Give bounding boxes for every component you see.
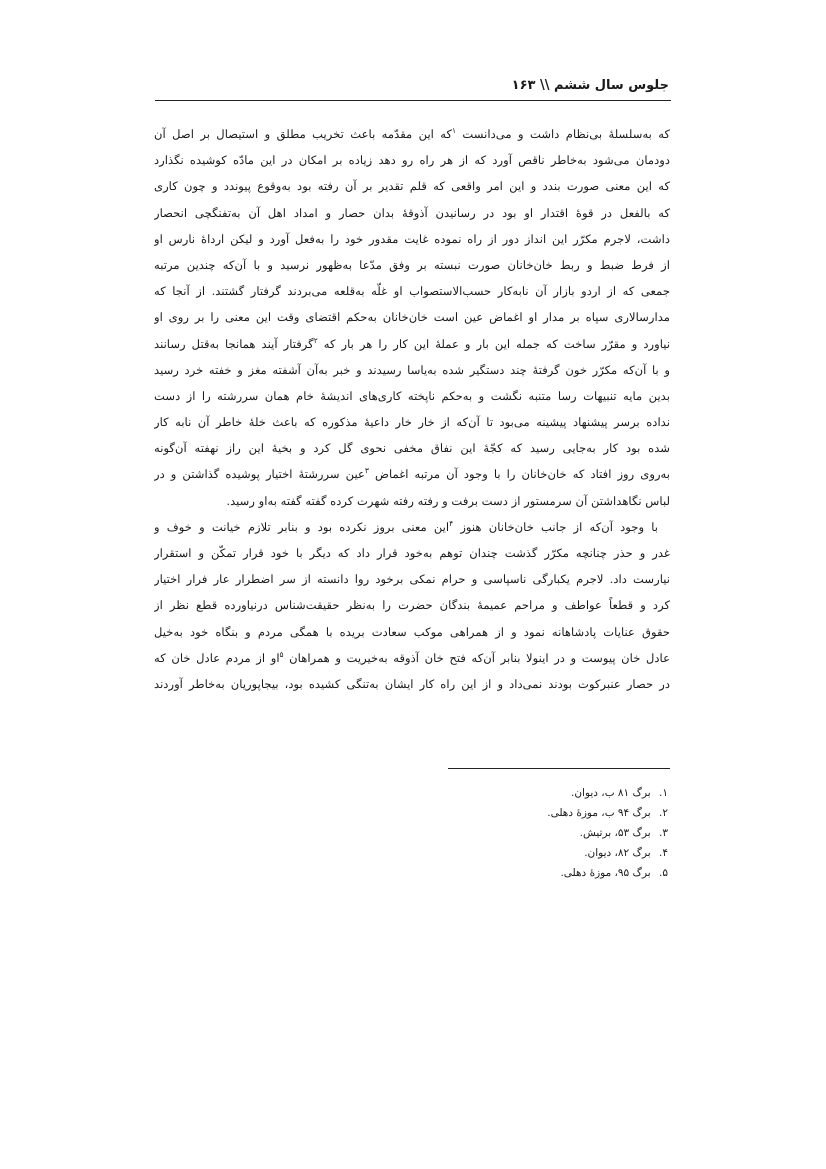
text-line: [154, 200, 670, 226]
text-line: [154, 645, 670, 671]
footnote-item: [370, 783, 670, 803]
line-text: کرد و قطعاً عواطف و مراحم عمیمهٔ بندگان حضرت را به‌نظر حقیقت‌شناس درنیاورده قطع نظر از: [154, 598, 670, 613]
text-line: [154, 409, 670, 435]
footnote-number: ۴.: [659, 847, 668, 859]
text-line: [154, 566, 670, 592]
line-text: که این مقدّمه باعث تخریب مطلق و استیصال بر اصل آن: [154, 127, 453, 141]
footnote-text: برگ ۸۲، دیوان.: [584, 847, 651, 859]
text-line: [154, 488, 670, 514]
text-line: [154, 173, 670, 199]
line-text: گرفتار آیند همانجا به‌قتل رسانند: [154, 336, 314, 351]
text-line: [154, 331, 670, 357]
footnote-text: برگ ۸۱ ب، دیوان.: [570, 787, 651, 799]
line-text: او از مردم عادل خان که: [154, 650, 280, 665]
line-text: نداده برسر پیشنهاد پیشینه می‌بود تا آن‌که از خار خار داعیهٔ مذکوره که باعث خلهٔ خاطر آن نابه کار: [154, 415, 670, 430]
paragraph: [154, 121, 670, 514]
line-text: این معنی بروز نکرده بود و بنابر تلازم خیانت و خوف و: [154, 519, 450, 534]
footnote-number: ۱.: [659, 787, 668, 799]
footnote-number: ۲.: [659, 807, 668, 819]
line-text: با وجود آن‌که از جانب خان‌خانان هنوز: [453, 519, 658, 534]
text-line: [154, 304, 670, 330]
line-text: در حصار عنبرکوت بودند نمی‌داد و از این راه کار ایشان به‌تنگی کشیده بود، بیجاپوریان به‌خاطر آوردند: [154, 676, 670, 691]
line-text: شده بود کار به‌جایی رسید که کجّهٔ این نفاق مخفی نحوی گل کرد و بخیهٔ این راز نهفته آن‌گونه: [154, 441, 670, 456]
footnote-ref[interactable]: ۳: [364, 466, 369, 476]
text-line: [154, 383, 670, 409]
line-text: دودمان می‌شود به‌خاطر ناقص آورد که از هر راه رو دهد زیاده بر امکان در این مادّه کوشیده نگذارد: [154, 153, 670, 168]
footnote-text: برگ ۵۳، برتیش.: [579, 827, 651, 839]
footnote-text: برگ ۹۵، موزهٔ دهلی.: [560, 867, 651, 879]
footnote-number: ۵.: [659, 867, 668, 879]
footnote-ref[interactable]: ۴: [449, 518, 454, 528]
line-text: نیاورد و مقرّر ساخت که جمله این بار و عملهٔ این کار را هر بار که: [317, 336, 670, 351]
paragraph: [154, 514, 670, 697]
line-text: که به‌سلسلهٔ بی‌نظام داشت و می‌دانست: [456, 127, 670, 141]
text-line: [154, 226, 670, 252]
line-text: مدارسالاری سپاه بر مدار او اغماض عین است خان‌خانان به‌حکم اقتضای وقت این معنی را بر روی او: [154, 310, 670, 325]
footnote-item: [370, 863, 670, 883]
line-text: حقوق عنایات پادشاهانه نمود و از همراهی موکب سعادت بریده با همگی مردم و بنگاه خود به‌خیل: [154, 624, 670, 639]
text-line: [154, 435, 670, 461]
footnote-rule: [448, 768, 670, 769]
line-text: به‌روی روز افتاد که خان‌خانان را با وجود آن مرتبه اغماض: [368, 467, 670, 482]
text-line: [154, 514, 670, 540]
footnote-item: [370, 803, 670, 823]
footnote-number: ۳.: [659, 827, 668, 839]
line-text: عین سررشتهٔ اختیار پوشیده گذاشتن و در: [154, 467, 365, 482]
line-text: و با آن‌که مکرّر خون گرفتهٔ چند دستگیر شده به‌یاسا رسیدند و خبر به‌آن آشفته مغز و خفته خرد رسید: [154, 362, 670, 377]
text-line: [154, 592, 670, 618]
text-line: [154, 671, 670, 697]
text-line: [154, 357, 670, 383]
line-text: از فرط ضبط و ربط خان‌خانان صورت نبسته بر وفق مدّعا به‌ظهور نرسید و با آن‌که چندین مرتبه: [154, 257, 670, 272]
line-text: داشت، لاجرم مکرّر این انداز دور از راه نموده غایت مقدور خود را به‌فعل آورد و لیکن ارداهٔ نارس او: [154, 231, 670, 246]
footnote-ref[interactable]: ۱: [452, 126, 457, 136]
line-text: که بالفعل در قوهٔ اقتدار او بود در رسانیدن آذوقهٔ بدان حصار و امداد اهل آن به‌تفنگچی انحصار: [154, 205, 670, 220]
footnote-item: [370, 843, 670, 863]
line-text: نیارست داد. لاجرم یکبارگی ناسپاسی و حرام نمکی برخود روا دانسته از سر اضطرار عار فرار اختیار: [154, 572, 670, 587]
footnote-ref[interactable]: ۵: [279, 649, 284, 659]
header-rule: [155, 100, 671, 101]
line-text: لباس نگاهداشتن آن سرمستور از دست برفت و رفته رفته شهرت کرده گفته گفته به‌او رسید.: [226, 493, 670, 508]
text-line: [154, 278, 670, 304]
text-line: [154, 147, 670, 173]
text-line: [154, 121, 670, 147]
line-text: عادل خان پیوست و در اینولا بنابر آن‌که فتح خان آذوقه به‌خیریت و همراهان: [283, 650, 670, 665]
text-line: [154, 252, 670, 278]
text-line: [154, 619, 670, 645]
text-line: [154, 461, 670, 487]
line-text: بدین مایه تنبیهات رسا متنبه نگشت و به‌حکم ناپخته کاری‌های اندیشهٔ خام همان سررشته را از دست: [154, 388, 670, 403]
line-text: جمعی که از اردو بازار آن نابه‌کار حسب‌الاستصواب او غلّه به‌قلعه می‌بردند گرفتار گشتند. از آنجا که: [154, 284, 670, 299]
footnotes-list: [370, 783, 670, 883]
footnote-text: برگ ۹۴ ب، موزهٔ دهلی.: [547, 807, 651, 819]
footnote-item: [370, 823, 670, 843]
running-head: جلوس سال ششم \\ ۱۶۳: [511, 78, 669, 93]
line-text: غدر و حذر چنانچه مکرّر گذشت چندان توهم به‌خود قرار داد که دیگر با خود قرار تمکّن و استقرار: [154, 546, 670, 560]
line-text: که این معنی صورت بندد و این امر واقعی که قلم تقدیر بر آن رفته بود به‌وقوع پیوندد و چون کاری: [154, 179, 670, 194]
text-line: [154, 540, 670, 566]
body-text: [154, 121, 670, 697]
footnote-ref[interactable]: ۲: [313, 335, 318, 345]
